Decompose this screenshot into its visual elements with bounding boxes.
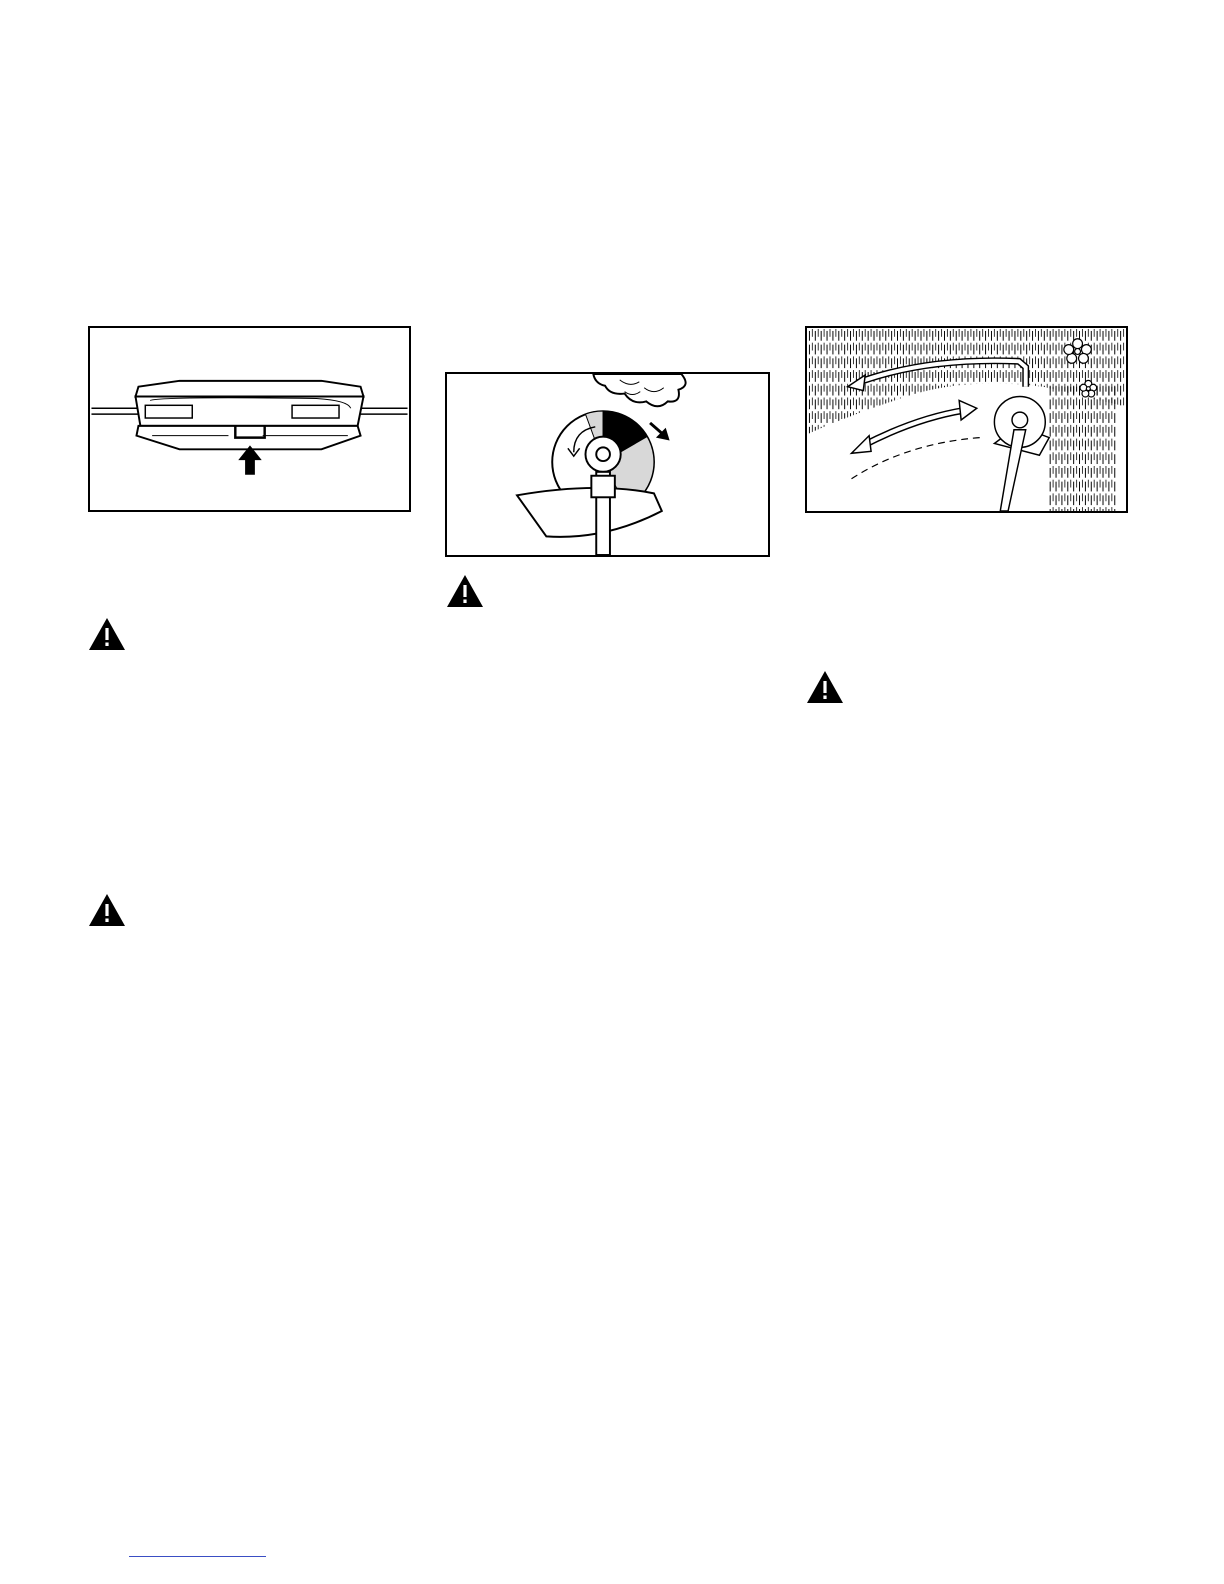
figure-sweeping-motion	[805, 326, 1128, 513]
footer-rule	[129, 1556, 266, 1557]
warning-triangle-icon	[445, 573, 485, 609]
figure-cutting-zone	[445, 372, 770, 557]
warning-triangle-icon	[87, 616, 127, 652]
warning-triangle-icon	[805, 669, 845, 705]
sweeping-motion-grass-illustration	[807, 328, 1126, 511]
figure-trimmer-head	[88, 326, 411, 512]
cutting-zone-wheel-illustration	[447, 374, 768, 555]
trimmer-head-spool-illustration	[90, 328, 409, 510]
warning-triangle-icon	[87, 892, 127, 928]
